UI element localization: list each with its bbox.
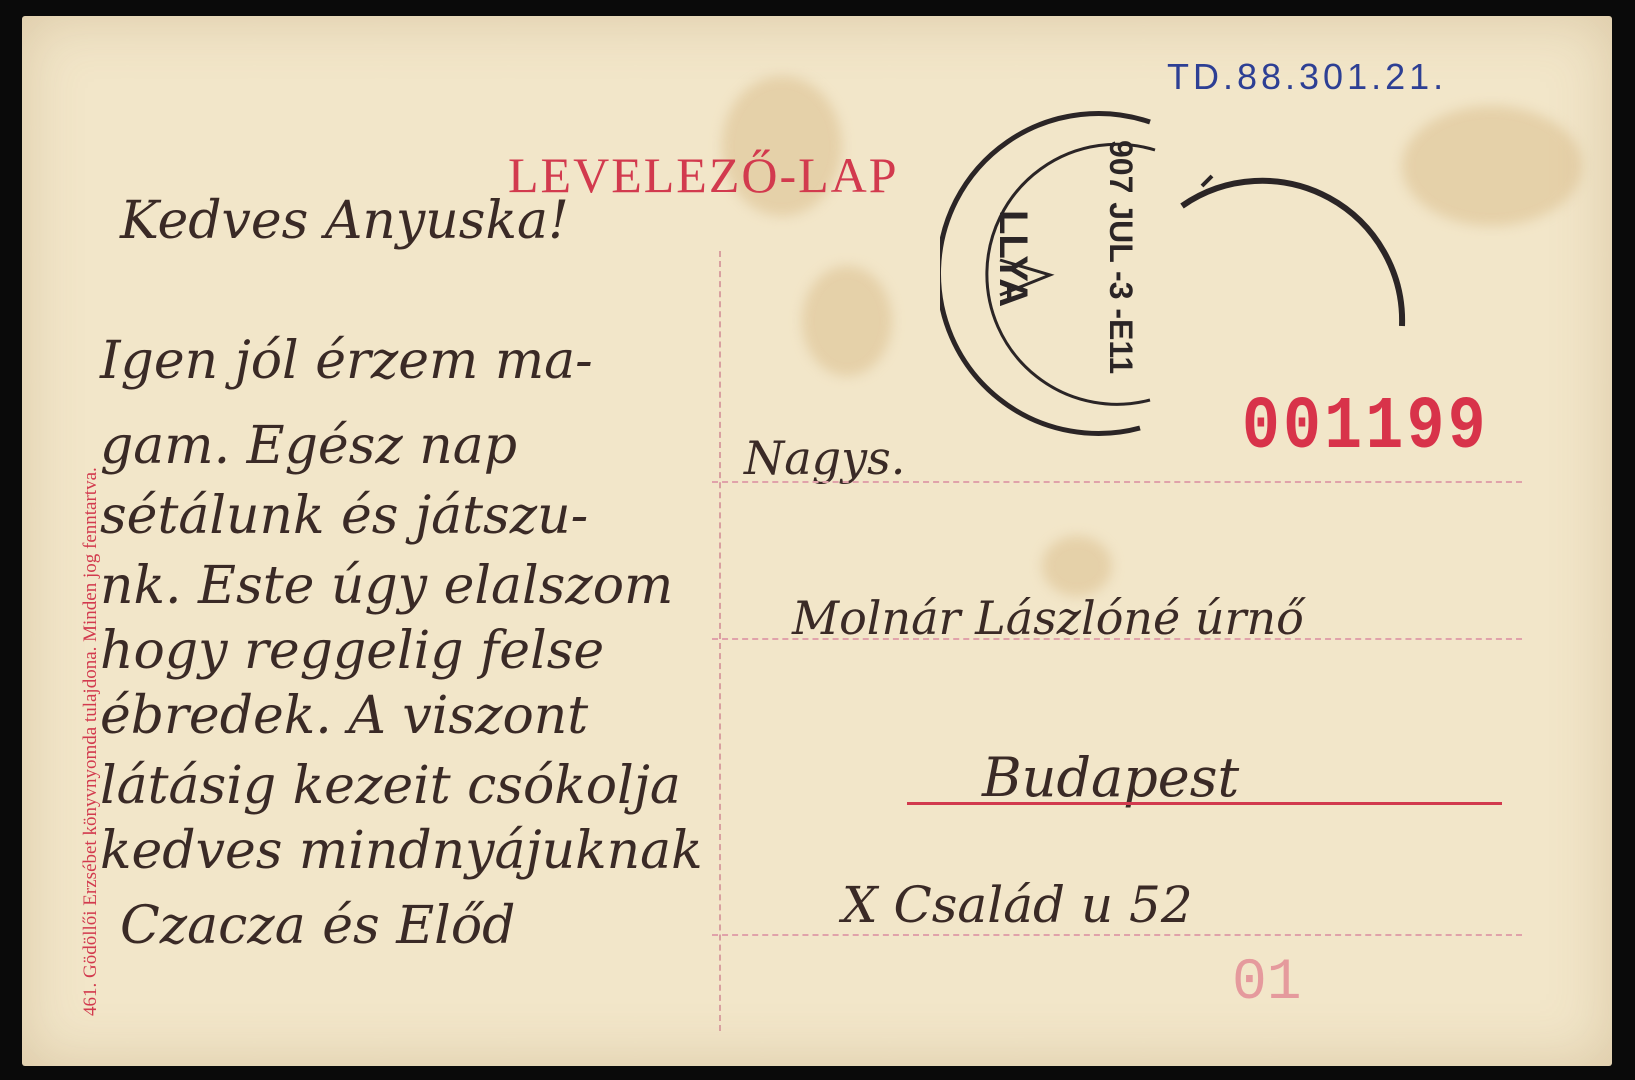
letter-line: nk. Este úgy elalszom [100, 556, 674, 616]
letter-line: Igen jól érzem ma- [100, 331, 593, 391]
letter-line: ébredek. A viszont [100, 686, 589, 746]
address-line [712, 934, 1522, 936]
letter-line: Czacza és Előd [120, 896, 516, 956]
postmark-stamp [940, 110, 1180, 445]
address-line [712, 481, 1522, 483]
side-imprint: 461. Gödöllői Erzsébet könyvnyomda tulajdona. Minden jog fenntartva. [80, 467, 101, 1016]
letter-line: hogy reggelig felse [100, 621, 605, 681]
paper-stain [1042, 536, 1112, 596]
postmark-place: LLYA [991, 210, 1035, 308]
serial-number: 001199 [1242, 386, 1489, 470]
address-city: Budapest [982, 746, 1240, 809]
address-salutation: Nagys. [744, 431, 906, 485]
postmark-date: 907 JUL -3 -E11 [1103, 140, 1139, 375]
pencil-mark: 01 [1232, 951, 1302, 1016]
address-street: X Család u 52 [842, 876, 1193, 934]
postmark-icon [940, 110, 1180, 440]
letter-line: Kedves Anyuska! [120, 191, 569, 251]
address-line [907, 802, 1502, 805]
letter-line: gam. Egész nap [100, 416, 518, 476]
letter-line: sétálunk és játszu- [100, 486, 589, 546]
postcard [22, 16, 1612, 1066]
partial-postmark-icon [1172, 126, 1432, 356]
vertical-divider [719, 251, 721, 1031]
paper-stain [802, 266, 892, 376]
letter-line: kedves mindnyájuknak [100, 821, 703, 881]
address-line [712, 638, 1522, 640]
letter-line: látásig kezeit csókolja [100, 756, 681, 816]
address-recipient: Molnár Lászlóné úrnő [792, 591, 1304, 645]
card-title: LEVELEZŐ-LAP [508, 147, 899, 203]
archive-number: TD.88.301.21. [1167, 56, 1448, 97]
